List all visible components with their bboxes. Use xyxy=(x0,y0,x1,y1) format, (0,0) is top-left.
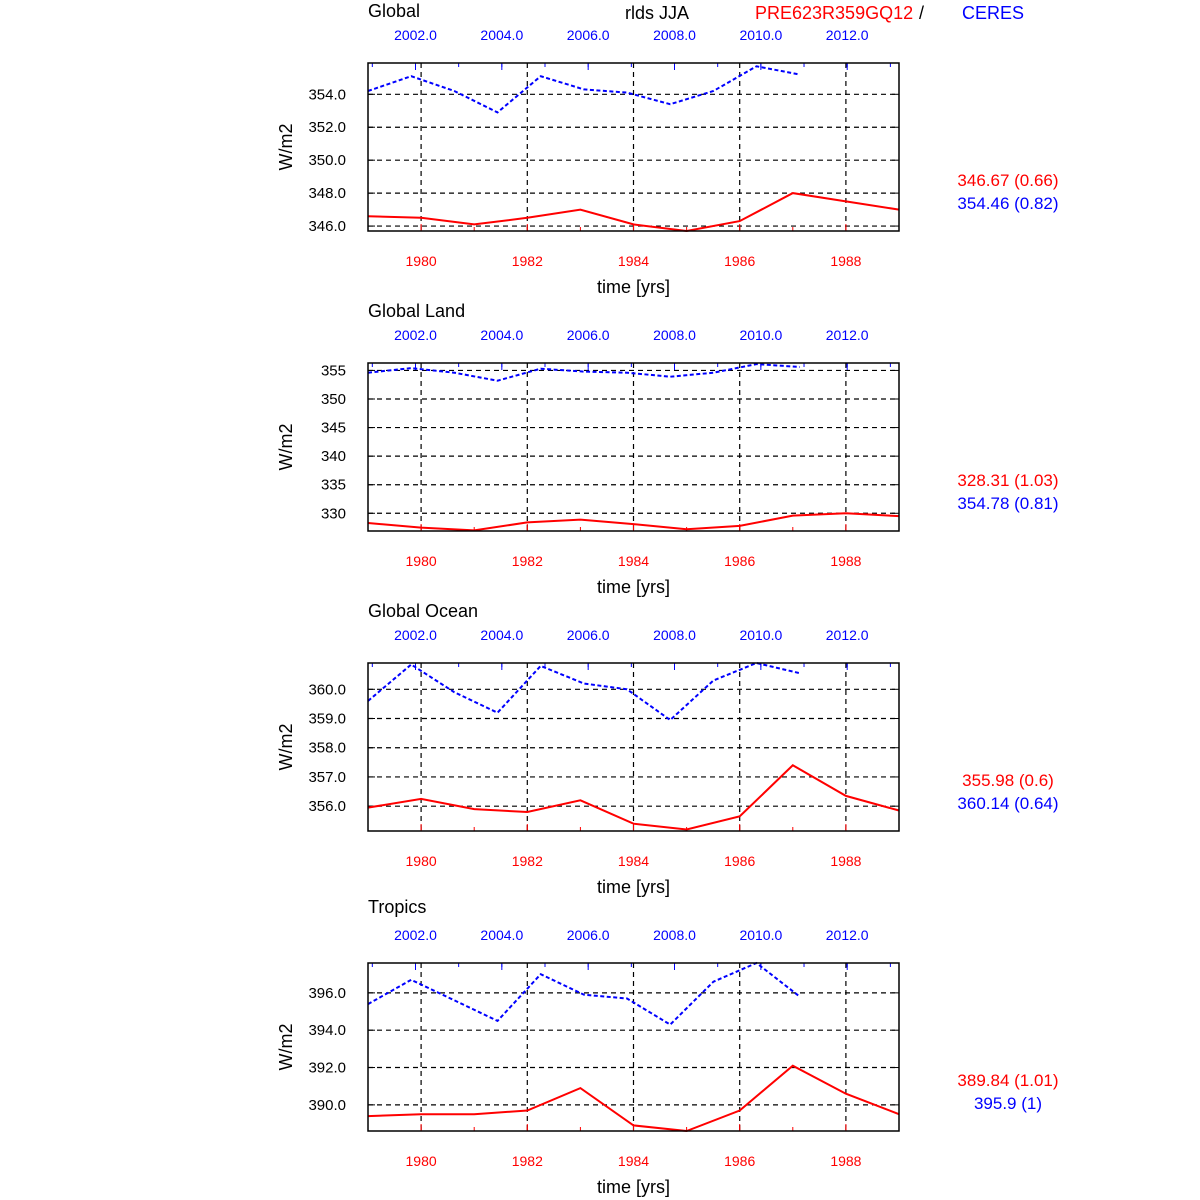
stat-observation: 395.9 (1) xyxy=(973,1094,1043,1113)
x-tick-label-bottom: 1980 xyxy=(405,253,437,269)
stat-model: 346.67 (0.66) xyxy=(957,171,1059,190)
y-tick-label: 354.0 xyxy=(308,86,346,104)
panel-0 xyxy=(276,1,1059,297)
x-axis-label: time [yrs] xyxy=(596,577,671,597)
y-axis-label: W/m2 xyxy=(276,723,296,771)
x-tick-label-top: 2002.0 xyxy=(394,627,437,643)
panel-title: Global xyxy=(368,1,421,21)
x-tick-label-bottom: 1988 xyxy=(830,1153,862,1169)
panel-2 xyxy=(276,601,1059,897)
y-tick-label: 352.0 xyxy=(308,119,346,137)
x-axis-label: time [yrs] xyxy=(596,1177,671,1197)
x-tick-label-bottom: 1980 xyxy=(405,553,437,569)
stat-model: 355.98 (0.6) xyxy=(962,771,1054,790)
series-observation-line xyxy=(368,364,800,381)
x-tick-label-bottom: 1980 xyxy=(405,1153,437,1169)
x-tick-label-top: 2006.0 xyxy=(566,627,610,643)
x-tick-label-top: 2012.0 xyxy=(825,27,869,43)
x-tick-label-top: 2012.0 xyxy=(825,627,869,643)
stat-observation: 354.78 (0.81) xyxy=(957,494,1059,513)
x-tick-label-top: 2008.0 xyxy=(653,327,696,343)
x-tick-label-top: 2006.0 xyxy=(566,27,610,43)
x-tick-label-top: 2010.0 xyxy=(739,327,783,343)
y-tick-label: 392.0 xyxy=(308,1059,346,1077)
y-axis-label: W/m2 xyxy=(276,1023,296,1071)
y-tick-label: 340 xyxy=(320,448,346,466)
x-tick-label-bottom: 1986 xyxy=(724,853,756,869)
y-axis-label: W/m2 xyxy=(276,423,296,471)
y-tick-label: 330 xyxy=(320,505,346,523)
panel-title: Global Land xyxy=(368,301,466,321)
x-tick-label-top: 2002.0 xyxy=(394,327,437,343)
y-axis-label: W/m2 xyxy=(276,123,296,171)
x-tick-label-bottom: 1982 xyxy=(511,553,543,569)
y-tick-label: 394.0 xyxy=(308,1022,346,1040)
x-tick-label-top: 2004.0 xyxy=(480,327,524,343)
stat-model: 328.31 (1.03) xyxy=(957,471,1059,490)
header-variable: rlds JJA xyxy=(625,3,690,23)
x-tick-label-bottom: 1982 xyxy=(511,1153,543,1169)
x-tick-label-bottom: 1982 xyxy=(511,853,543,869)
x-tick-label-bottom: 1982 xyxy=(511,253,543,269)
x-tick-label-top: 2004.0 xyxy=(480,627,524,643)
panels xyxy=(276,1,1059,1197)
x-tick-label-top: 2004.0 xyxy=(480,927,524,943)
stat-observation: 354.46 (0.82) xyxy=(957,194,1059,213)
x-tick-label-bottom: 1986 xyxy=(724,1153,756,1169)
x-axis-label: time [yrs] xyxy=(596,277,671,297)
x-tick-label-top: 2008.0 xyxy=(653,27,696,43)
panel-3 xyxy=(276,897,1059,1197)
x-tick-label-bottom: 1980 xyxy=(405,853,437,869)
x-tick-label-bottom: 1984 xyxy=(617,553,650,569)
x-tick-label-top: 2004.0 xyxy=(480,27,524,43)
x-tick-label-bottom: 1984 xyxy=(617,853,650,869)
x-tick-label-top: 2010.0 xyxy=(739,627,783,643)
x-tick-label-top: 2002.0 xyxy=(394,927,437,943)
y-tick-label: 396.0 xyxy=(308,984,346,1002)
y-tick-label: 350.0 xyxy=(308,152,346,170)
y-tick-label: 346.0 xyxy=(308,218,346,236)
x-tick-label-top: 2006.0 xyxy=(566,327,610,343)
series-observation-line xyxy=(368,66,800,112)
panel-title: Tropics xyxy=(368,897,427,917)
panel-title: Global Ocean xyxy=(368,601,479,621)
x-tick-label-top: 2012.0 xyxy=(825,327,869,343)
x-tick-label-top: 2008.0 xyxy=(653,927,696,943)
y-tick-label: 360.0 xyxy=(308,681,346,699)
x-tick-label-bottom: 1984 xyxy=(617,1153,650,1169)
y-tick-label: 350 xyxy=(320,391,346,408)
series-observation-line xyxy=(368,663,800,720)
x-tick-label-bottom: 1984 xyxy=(617,253,650,269)
x-tick-label-top: 2006.0 xyxy=(566,927,610,943)
x-tick-label-bottom: 1986 xyxy=(724,253,756,269)
y-tick-label: 348.0 xyxy=(308,185,346,203)
x-tick-label-bottom: 1986 xyxy=(724,553,756,569)
x-axis-label: time [yrs] xyxy=(596,877,671,897)
y-tick-label: 335 xyxy=(320,476,346,494)
x-tick-label-bottom: 1988 xyxy=(830,853,862,869)
x-tick-label-top: 2008.0 xyxy=(653,627,696,643)
header-observation: CERES xyxy=(962,3,1025,23)
x-tick-label-top: 2010.0 xyxy=(739,927,783,943)
x-tick-label-top: 2002.0 xyxy=(394,27,437,43)
y-tick-label: 359.0 xyxy=(308,710,346,728)
x-tick-label-bottom: 1988 xyxy=(830,253,862,269)
y-tick-label: 356.0 xyxy=(308,798,346,816)
header-separator: / xyxy=(919,3,925,23)
y-tick-label: 345 xyxy=(320,419,346,437)
y-tick-label: 355 xyxy=(320,362,346,380)
y-tick-label: 358.0 xyxy=(308,739,346,757)
panel-1 xyxy=(276,301,1059,597)
stat-observation: 360.14 (0.64) xyxy=(957,794,1059,813)
y-tick-label: 357.0 xyxy=(308,768,346,786)
y-tick-label: 390.0 xyxy=(308,1096,346,1114)
series-observation-line xyxy=(368,963,800,1025)
header-model: PRE623R359GQ12 xyxy=(755,3,914,23)
x-tick-label-bottom: 1988 xyxy=(830,553,862,569)
stat-model: 389.84 (1.01) xyxy=(957,1071,1059,1090)
x-tick-label-top: 2010.0 xyxy=(739,27,783,43)
x-tick-label-top: 2012.0 xyxy=(825,927,869,943)
